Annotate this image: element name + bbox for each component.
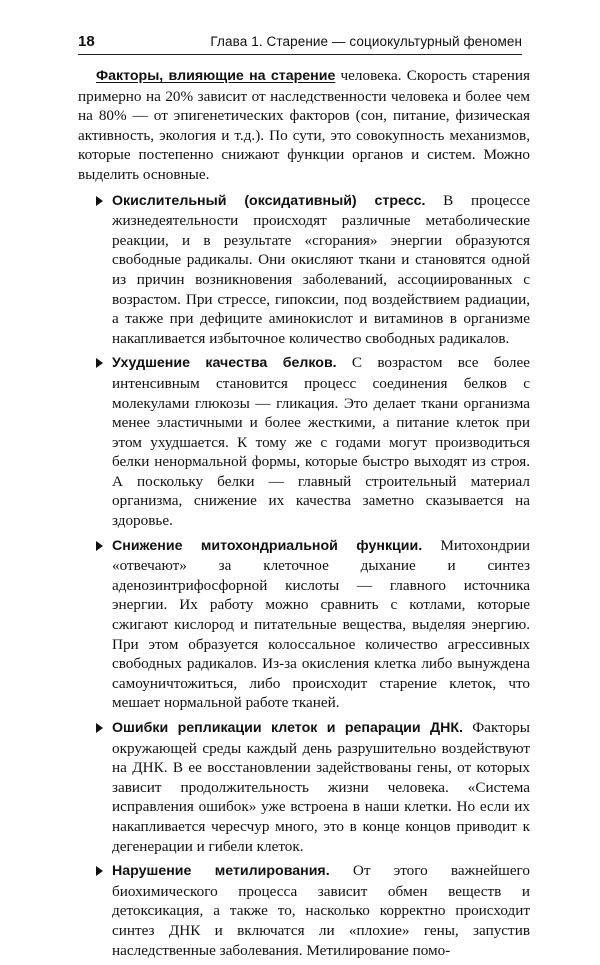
page-number: 18 — [78, 33, 95, 50]
triangle-bullet-icon — [96, 196, 103, 206]
running-head: Глава 1. Старение — социокультурный феномен — [210, 34, 522, 49]
intro-paragraph — [78, 66, 530, 185]
triangle-bullet-icon — [96, 358, 103, 368]
page-body — [78, 66, 530, 965]
bullet-text: Факторы окружающей среды каждый день разрушительно воздействуют на ДНК. В ее восстановлении задействованы гены, от которых зависит продолжительность жизни человека. «Система исправления ошибок» уже встроена в наши клетки. Но если их накапливается чересчур много, это в конце концов приводит к дегенерации и гибели клеток. — [112, 719, 530, 855]
bullet-text: С возрастом все более интенсивным становится процесс соединения белков с молекулами глюкозы — гликация. Это делает ткани организма менее эластичными и более жесткими, а питание клеток при этом ухудшается. К тому же с годами могут производиться белки ненормальной формы, которые быстро выходят из строя. А поскольку белки — главный строительный материал организма, снижение их качества заметно сказывается на здоровье. — [112, 354, 530, 530]
list-item — [78, 536, 530, 713]
bullet-term: Ошибки репликации клеток и репарации ДНК. — [112, 720, 463, 736]
bullet-term: Нарушение метилирования. — [112, 863, 330, 880]
triangle-bullet-icon — [96, 541, 103, 551]
list-item — [78, 718, 530, 856]
list-item — [78, 353, 530, 530]
intro-term: Факторы, влияющие на старение — [96, 68, 336, 84]
triangle-bullet-icon — [96, 866, 103, 876]
triangle-bullet-icon — [96, 723, 103, 733]
list-item — [78, 191, 530, 349]
page-header — [78, 30, 522, 55]
intro-text: человека. Скорость старения примерно на 20% зависит от наследственности человека и более чем на 80% — от эпигенетических факторов (сон, питание, физическая активность, экология и т.д.). По сути, это совокупность механизмов, которые постепенно снижают функции органов и систем. Можно выделить основные. — [78, 67, 530, 183]
list-item — [78, 861, 530, 960]
bullet-text: Митохондрии «отвечают» за клеточное дыхание и синтез аденозинтрифосфорной кислоты — главного источника энергии. Их работу можно сравнить с котлами, которые сжигают кислород и питательные вещества, выделяя энергию. При этом образуется колоссальное количество агрессивных свободных радикалов. Из-за окисления клетка либо вынуждена самоуничтожиться, либо происходит старение клеток, что мешает нормальной работе тканей. — [112, 536, 530, 712]
bullet-term: Ухудшение качества белков. — [112, 355, 337, 372]
factor-list — [78, 191, 530, 961]
bullet-term: Окислительный (оксидативный) стресс. — [112, 192, 426, 209]
bullet-text: От этого важнейшего биохимического процесса зависит обмен веществ и детоксикация, а также то, насколько корректно происходит синтез ДНК и включатся ли «плохие» гены, запустив наследственные заболевания. Метилирование помо- — [112, 862, 531, 959]
bullet-term: Снижение митохондриальной функции. — [112, 537, 423, 554]
bullet-text: В процессе жизнедеятельности происходят различные метаболические реакции, и в результате «сгорания» энергии образуются свободные радикалы. Они окисляют ткани и становятся одной из причин возникновения заболеваний, ассоциированных с возрастом. При стрессе, гипоксии, под воздействием радиации, а также при дефиците аминокислот и витаминов в организме накапливается избыточное количество свободных радикалов. — [112, 191, 530, 347]
